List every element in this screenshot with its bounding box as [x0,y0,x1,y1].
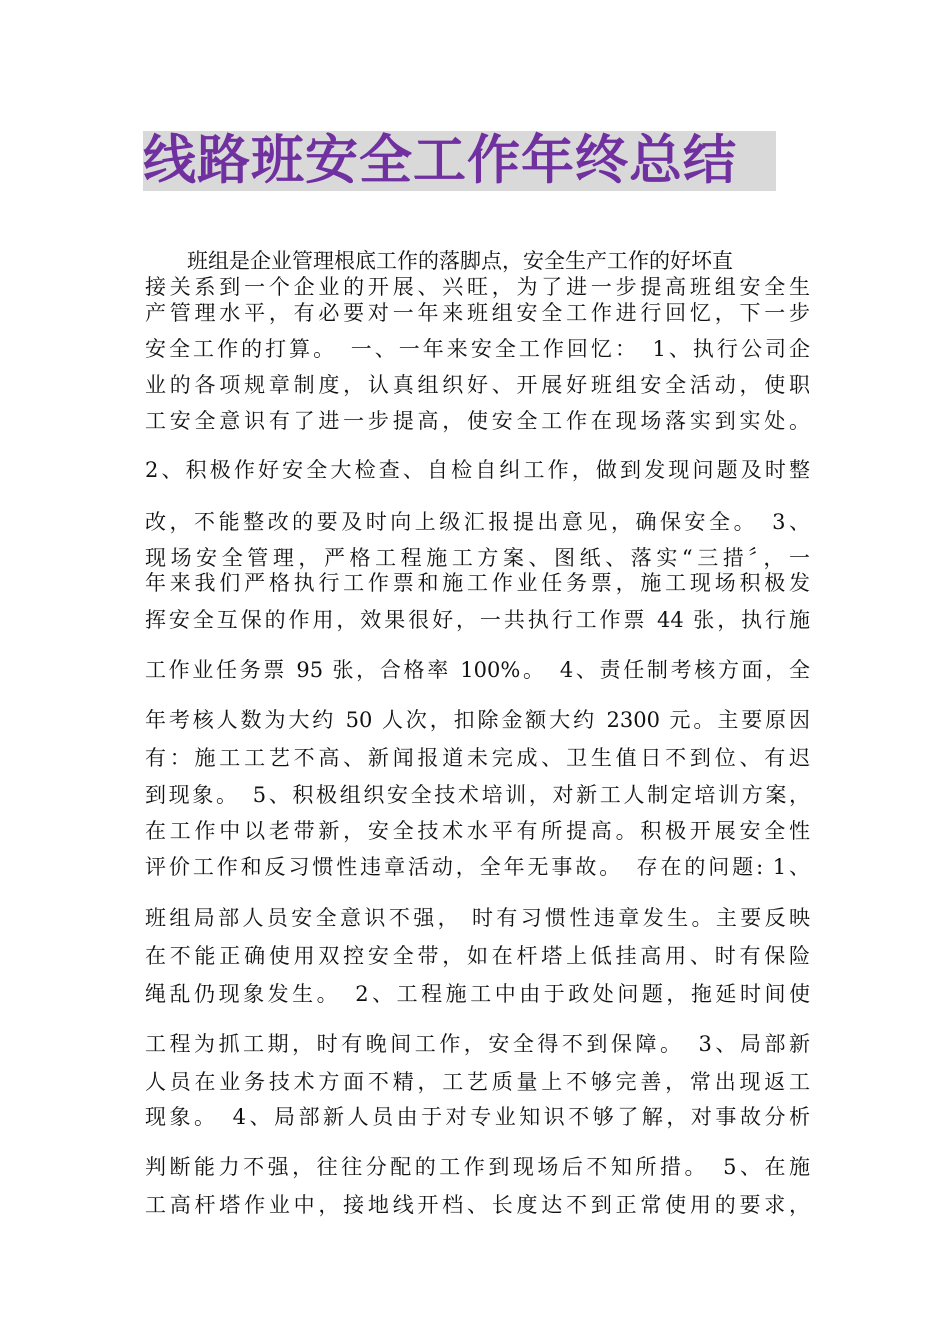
body-line: 班组局部人员安全意识不强， 时有习惯性违章发生。主要反映 [145,906,810,930]
body-line: 现象。 4、局部新人员由于对专业知识不够了解，对事故分析 [145,1105,810,1129]
body-line: 有：施工工艺不高、新闻报道未完成、卫生值日不到位、有迟 [145,746,810,770]
body-line: 产管理水平，有必要对一年来班组安全工作进行回忆，下一步 [145,301,810,325]
body-line: 接关系到一个企业的开展、兴旺，为了进一步提高班组安全生 [145,275,810,299]
document-title: 线路班安全工作年终总结 [143,130,737,191]
body-line: 2、积极作好安全大检查、自检自纠工作，做到发现问题及时整 [145,458,810,482]
body-line: 绳乱仍现象发生。 2、工程施工中由于政处问题，拖延时间使 [145,982,810,1006]
body-line: 到现象。 5、积极组织安全技术培训，对新工人制定培训方案， [145,783,810,807]
body-line: 人员在业务技术方面不精，工艺质量上不够完善，常出现返工 [145,1070,810,1094]
body-line: 挥安全互保的作用，效果很好，一共执行工作票 44 张，执行施 [145,608,810,632]
body-line: 评价工作和反习惯性违章活动，全年无事故。 存在的问题: 1、 [145,855,810,879]
body-line: 年来我们严格执行工作票和施工作业任务票，施工现场积极发 [145,571,810,595]
body-line: 安全工作的打算。 一、一年来安全工作回忆： 1、执行公司企 [145,337,810,361]
body-line: 在工作中以老带新，安全技术水平有所提高。积极开展安全性 [145,819,810,843]
body-line: 现场安全管理，严格工程施工方案、图纸、落实“三措〞，一 [145,546,810,570]
body-line: 班组是企业管理根底工作的落脚点，安全生产工作的好坏直 [145,249,733,273]
body-line: 年考核人数为大约 50 人次，扣除金额大约 2300 元。主要原因 [145,708,810,732]
body-line: 业的各项规章制度，认真组织好、开展好班组安全活动，使职 [145,373,810,397]
body-line: 工安全意识有了进一步提高，使安全工作在现场落实到实处。 [145,409,810,433]
body-line: 改，不能整改的要及时向上级汇报提出意见，确保安全。 3、 [145,510,810,534]
title-highlight [143,131,776,191]
body-line: 工作业任务票 95 张，合格率 100%。 4、责任制考核方面，全 [145,658,810,682]
body-line: 工高杆塔作业中，接地线开档、长度达不到正常使用的要求， [145,1193,810,1217]
body-line: 工程为抓工期，时有晚间工作，安全得不到保障。 3、局部新 [145,1032,810,1056]
body-line: 在不能正确使用双控安全带，如在杆塔上低挂高用、时有保险 [145,944,810,968]
body-line: 判断能力不强，往往分配的工作到现场后不知所措。 5、在施 [145,1155,810,1179]
